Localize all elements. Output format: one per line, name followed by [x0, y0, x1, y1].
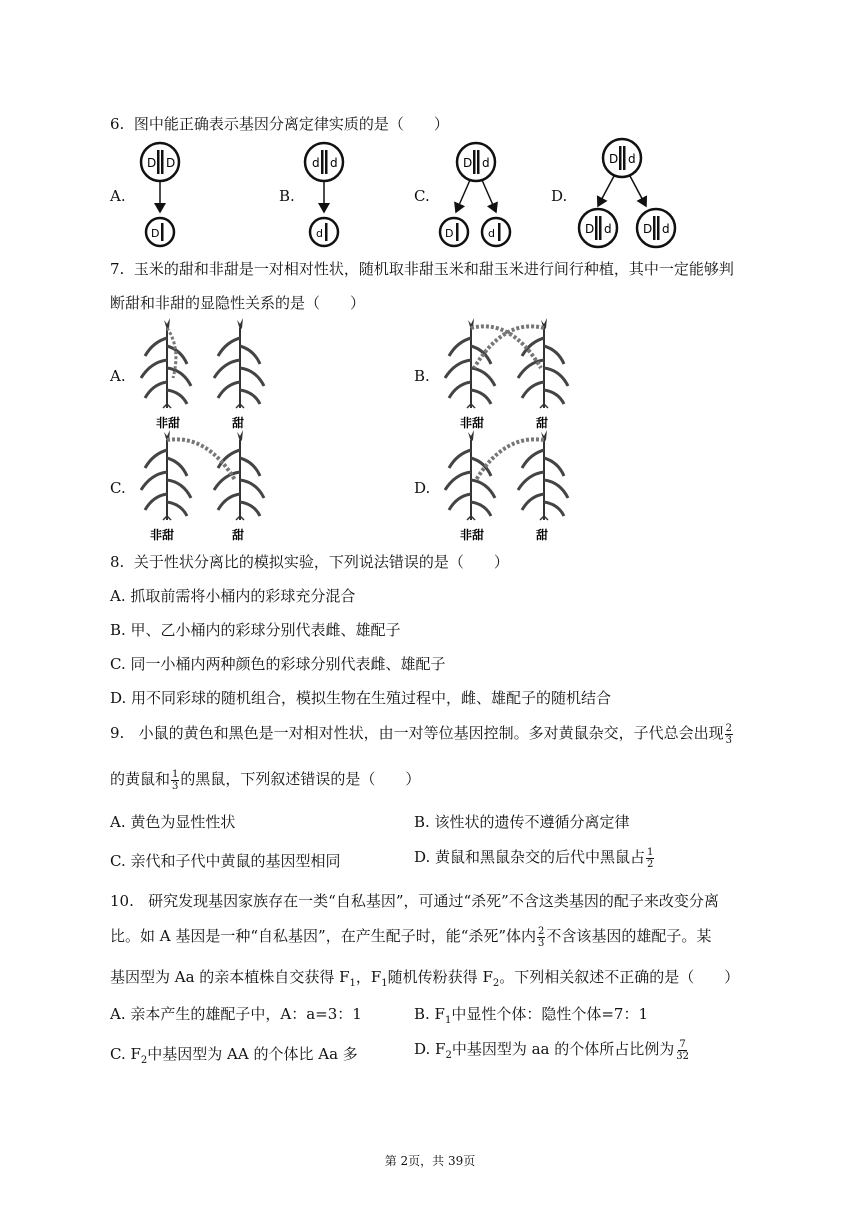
allele-label: D — [147, 156, 157, 170]
q7-stem-line2: 断甜和非甜的显隐性关系的是（ ） — [110, 294, 366, 312]
allele-label: d — [628, 152, 636, 166]
q9-option-b: B. 该性状的遗传不遵循分离定律 — [414, 813, 630, 831]
q10-option-c: C. $F_2$中基因型为 AA 的个体比 Aa 多 — [110, 1045, 358, 1066]
fraction: $\frac{1}{2}$ — [647, 846, 654, 870]
label-sweet: 甜 — [536, 416, 549, 430]
label-non-sweet: 非甜 — [460, 528, 485, 542]
fraction: $\frac{2}{3}$ — [538, 925, 545, 949]
allele-label: D — [445, 227, 454, 240]
q8-option-c: C. 同一小桶内两种颜色的彩球分别代表雌、雄配子 — [110, 655, 446, 673]
q6-stem: 6. 图中能正确表示基因分离定律实质的是（ ） — [110, 115, 449, 133]
allele-label: D — [151, 227, 160, 240]
q7-diagram-b — [445, 318, 568, 430]
q7-corn-diagrams — [0, 0, 860, 560]
q9-option-a: A. 黄色为显性性状 — [110, 813, 236, 831]
allele-label: D — [643, 222, 653, 236]
allele-label: d — [662, 222, 670, 236]
label-non-sweet: 非甜 — [156, 416, 181, 430]
allele-label: D — [585, 222, 595, 236]
label-non-sweet: 非甜 — [460, 416, 485, 430]
q7-stem-line1: 7. 玉米的甜和非甜是一对相对性状，随机取非甜玉米和甜玉米进行间行种植，其中一定能够判 — [110, 260, 734, 278]
allele-label: D — [463, 156, 473, 170]
allele-label: d — [312, 156, 320, 170]
allele-label: D — [609, 152, 619, 166]
allele-label: d — [604, 222, 612, 236]
q6-option-b-label: B. — [279, 187, 295, 205]
q10-option-a: A. 亲本产生的雄配子中，A：a=3：1 — [110, 1005, 362, 1023]
q6-option-c-label: C. — [414, 187, 430, 205]
q7-option-a-label: A. — [110, 367, 126, 385]
allele-label: D — [166, 156, 176, 170]
q7-diagram-c — [141, 430, 264, 542]
q9-option-c: C. 亲代和子代中黄鼠的基因型相同 — [110, 852, 341, 870]
q7-diagram-a — [141, 318, 264, 430]
q10-stem-line2: 比。如 A 基因是一种“自私基因”，在产生配子时，能“杀死”体内 $\frac{2}{3}$ 不含该基因的雄配子。某 — [110, 925, 712, 949]
q7-option-d-label: D. — [414, 479, 431, 497]
q10-option-d: D. $F_2$中基因型为 aa 的个体所占比例为 $\frac{7}{32}$ — [414, 1038, 689, 1062]
fraction: $\frac{2}{3}$ — [725, 722, 733, 746]
q7-option-c-label: C. — [110, 479, 126, 497]
label-sweet: 甜 — [536, 528, 549, 542]
q10-stem-line1: 10. 研究发现基因家族存在一类“自私基因”，可通过“杀死”不含这类基因的配子来改变分离 — [110, 892, 719, 910]
q10-stem-line3: 基因型为 Aa 的亲本植株自交获得 $F_1$，$F_1$随机传粉获得 $F_2$。下列相关叙述不正确的是（ ） — [110, 968, 740, 989]
q8-option-d: D. 用不同彩球的随机组合，模拟生物在生殖过程中，雌、雄配子的随机结合 — [110, 689, 612, 707]
q6-option-a-label: A. — [110, 187, 126, 205]
fraction: $\frac{7}{32}$ — [676, 1038, 689, 1062]
q7-option-b-label: B. — [414, 367, 430, 385]
q8-option-a: A. 抓取前需将小桶内的彩球充分混合 — [110, 587, 356, 605]
label-sweet: 甜 — [232, 528, 245, 542]
fraction: $\frac{1}{3}$ — [172, 768, 179, 792]
q9-stem-line2: 的黄鼠和 $\frac{1}{3}$ 的黑鼠，下列叙述错误的是（ ） — [110, 768, 421, 792]
page-footer: 第 2页，共 39页 — [384, 1154, 476, 1168]
label-sweet: 甜 — [232, 416, 245, 430]
q6-option-d-label: D. — [551, 187, 568, 205]
label-non-sweet: 非甜 — [150, 528, 175, 542]
q10-option-b: B. $F_1$中显性个体：隐性个体=7：1 — [414, 1005, 649, 1026]
allele-label: d — [330, 156, 338, 170]
allele-label: d — [488, 227, 495, 240]
q8-stem: 8. 关于性状分离比的模拟实验，下列说法错误的是（ ） — [110, 553, 509, 571]
q9-stem-line1: 9. 小鼠的黄色和黑色是一对相对性状，由一对等位基因控制。多对黄鼠杂交，子代总会出现 $\frac{2}{3}$ — [110, 722, 733, 746]
allele-label: d — [316, 227, 323, 240]
allele-label: d — [482, 156, 490, 170]
q7-diagram-d — [445, 430, 568, 542]
q9-option-d: D. 黄鼠和黑鼠杂交的后代中黑鼠占 $\frac{1}{2}$ — [414, 846, 654, 870]
q8-option-b: B. 甲、乙小桶内的彩球分别代表雌、雄配子 — [110, 621, 401, 639]
